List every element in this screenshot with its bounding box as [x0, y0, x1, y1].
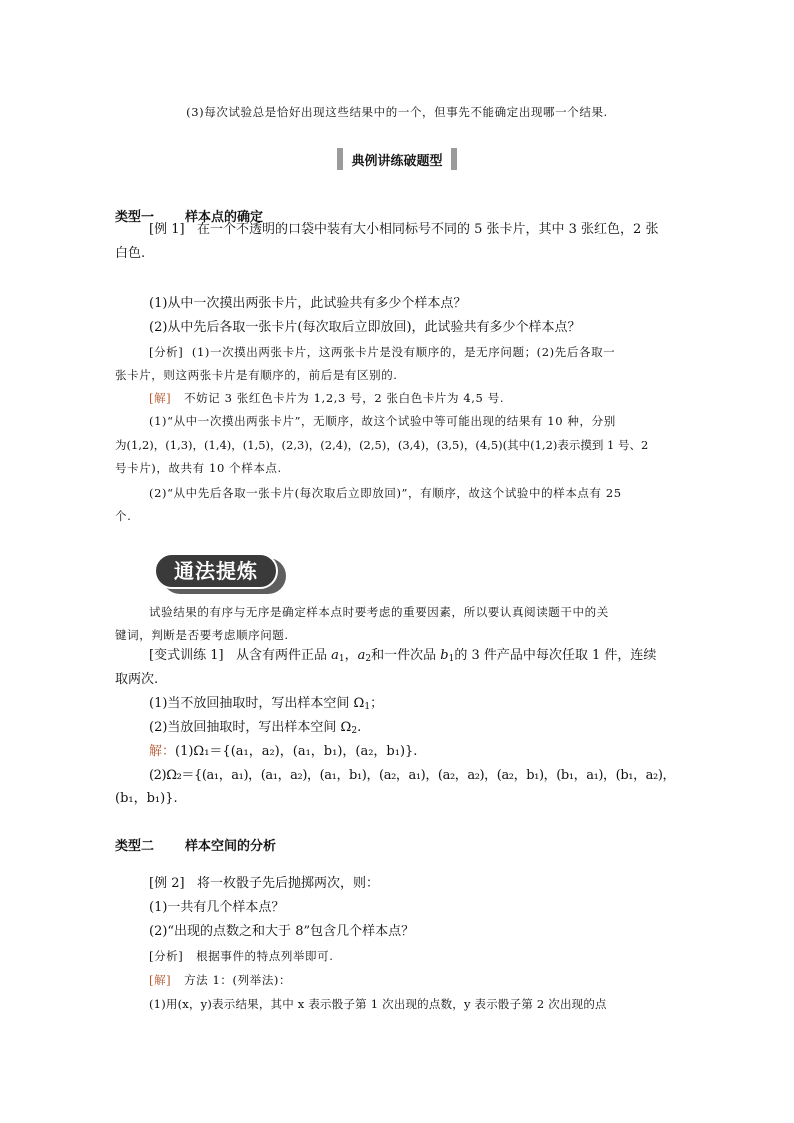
example2-analysis: [分析] 根据事件的特点列举即可.: [149, 949, 334, 963]
example1-sol2-line2: 个.: [115, 509, 132, 523]
badge-label: 通法提炼: [154, 553, 278, 589]
variant1-sol1: 解：(1)Ω₁＝{(a₁，a₂)，(a₁，b₁)，(a₂，b₁)}.: [149, 744, 418, 759]
variant1-q2: (2)当放回抽取时，写出样本空间 $\Omega_2$.: [149, 720, 362, 736]
example1-tag: [例 1]: [149, 222, 185, 237]
type1-label: 类型一: [115, 210, 155, 225]
type2-title: 样本空间的分析: [185, 839, 277, 854]
method-badge: [154, 553, 286, 595]
example1-analysis-line1: [分析] (1)一次摸出两张卡片，这两张卡片是没有顺序的，是无序问题；(2)先后各取一: [149, 345, 616, 359]
method-line2: 键词，判断是否要考虑顺序问题.: [115, 628, 289, 642]
example1-line2: 白色.: [115, 246, 146, 261]
example2-solution-tag: [解]: [149, 973, 172, 987]
example2-sol1-line1: (1)用(x，y)表示结果，其中 x 表示骰子第 1 次出现的点数，y 表示骰子第 2 次出现的点: [149, 997, 607, 1011]
example1-sol1-line1: (1)“从中一次摸出两张卡片”，无顺序，故这个试验中等可能出现的结果有 10 种，分别: [149, 414, 616, 428]
example2-q2: (2)“出现的点数之和大于 8”包含几个样本点？: [149, 924, 415, 939]
variant1-line1: [变式训练 1] 从含有两件正品 $a_1$，$a_2$和一件次品 $b_1$的 3 件产品中每次任取 1 件，连续: [149, 648, 657, 664]
example2-tag: [例 2]: [149, 876, 185, 891]
banner-title: 典例讲练破题型: [351, 153, 443, 169]
banner-left-bar: [337, 148, 343, 170]
example1-sol1-line2: 为(1,2)，(1,3)，(1,4)，(1,5)，(2,3)，(2,4)，(2,5)，(3,4)，(3,5)，(4,5)(其中(1,2)表示摸到 1 号、2: [115, 438, 649, 452]
example2-line1: [例 2] 将一枚骰子先后抛掷两次，则：: [149, 876, 379, 891]
example1-analysis-line2: 张卡片，则这两张卡片是有顺序的，前后是有区别的.: [115, 368, 398, 382]
example2-q1: (1)一共有几个样本点？: [149, 900, 285, 915]
variant1-sol2-line1: (2)Ω₂＝{(a₁，a₁)，(a₁，a₂)，(a₁，b₁)，(a₂，a₁)，(a₂，a₂)，(a₂，b₁)，(b₁，a₁)，(b₁，a₂)，: [149, 768, 676, 783]
variant1-sol2-line2: (b₁，b₁)}.: [115, 791, 178, 806]
type1-title: 样本点的确定: [185, 210, 264, 225]
variant1-tag: [变式训练 1]: [149, 648, 224, 663]
analysis-tag: [分析]: [149, 345, 184, 359]
example1-sol1-line3: 号卡片)，故共有 10 个样本点.: [115, 461, 282, 475]
type2-label: 类型二: [115, 839, 155, 854]
solution-tag: [解]: [149, 391, 172, 405]
example1-q2: (2)从中先后各取一张卡片(每次取后立即放回)，此试验共有多少个样本点？: [149, 320, 581, 335]
intro-line: (3)每次试验总是恰好出现这些结果中的一个，但事先不能确定出现哪一个结果.: [186, 105, 608, 119]
section-banner: [0, 148, 794, 174]
example1-stem: 在一个不透明的口袋中装有大小相同标号不同的 5 张卡片，其中 3 张红色，2 张: [196, 222, 659, 237]
example1-solution-line1: [解] 不妨记 3 张红色卡片为 1,2,3 号，2 张白色卡片为 4,5 号.: [149, 391, 505, 405]
method-line1: 试验结果的有序与无序是确定样本点时要考虑的重要因素，所以要认真阅读题干中的关: [149, 605, 609, 619]
example1-line1: [149, 221, 681, 239]
example2-solution: [解] 方法 1：(列举法)：: [149, 973, 292, 987]
variant1-line2: 取两次.: [115, 672, 159, 687]
example1-q1: (1)从中一次摸出两张卡片，此试验共有多少个样本点？: [149, 296, 467, 311]
example1-sol2-line1: (2)“从中先后各取一张卡片(每次取后立即放回)”，有顺序，故这个试验中的样本点有 25: [149, 486, 622, 500]
variant1-solution-tag: 解：: [149, 744, 176, 759]
variant1-q1: (1)当不放回抽取时，写出样本空间 $\Omega_1$；: [149, 696, 384, 712]
banner-right-bar: [451, 148, 457, 170]
